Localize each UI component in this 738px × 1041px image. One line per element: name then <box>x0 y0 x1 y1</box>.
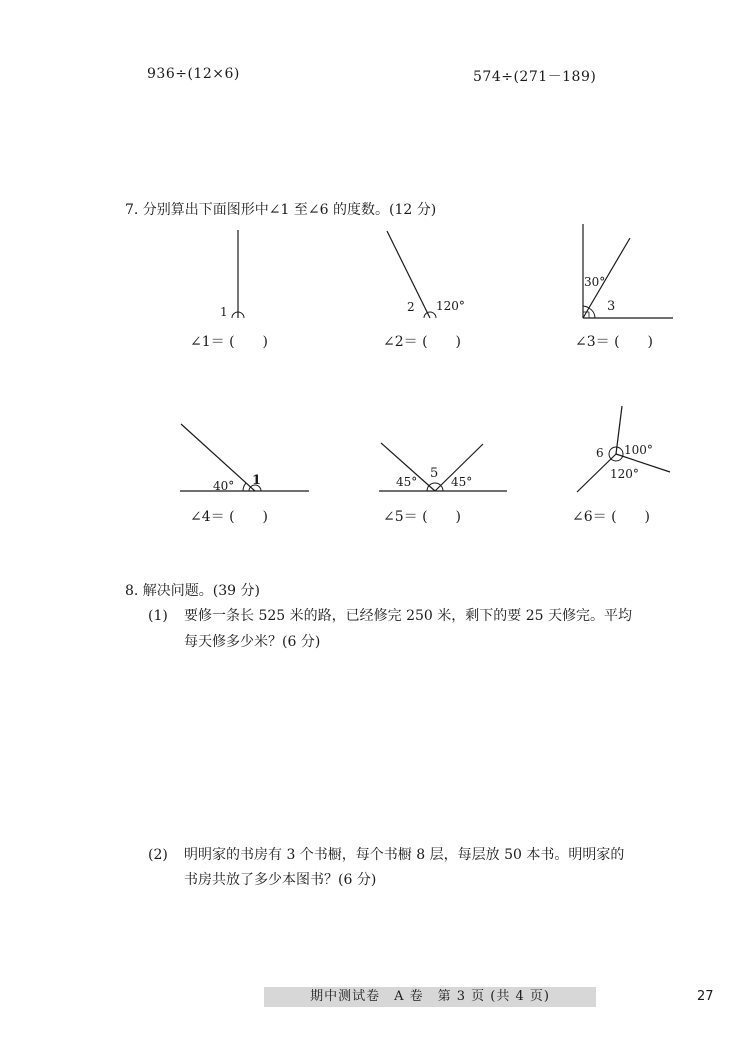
figure-4-angle: 40° <box>213 479 235 493</box>
footer-label: 期中测试卷 A 卷 第 3 页 (共 4 页) <box>264 987 596 1007</box>
figure-3-label: 3 <box>607 299 616 314</box>
figure-3-angle: 30° <box>584 275 606 289</box>
answer-angle-3: ∠3＝ ( ) <box>575 334 654 350</box>
answer-angle-1: ∠1＝ ( ) <box>190 334 269 350</box>
question-8-title: 8. 解决问题。(39 分) <box>125 583 260 599</box>
figure-angle-5 <box>375 430 515 500</box>
expression-right: 574÷(271－189) <box>473 69 597 85</box>
expression-left: 936÷(12×6) <box>147 66 240 82</box>
figure-angle-3 <box>575 220 685 320</box>
figure-6-angle-b: 120° <box>610 467 639 481</box>
answer-angle-5: ∠5＝ ( ) <box>383 509 462 525</box>
figure-4-label: 1 <box>252 473 262 488</box>
figure-angle-6 <box>570 402 680 502</box>
answer-angle-4: ∠4＝ ( ) <box>190 509 269 525</box>
figure-6-angle-a: 100° <box>624 443 653 457</box>
page-number: 27 <box>697 989 714 1004</box>
answer-angle-6: ∠6＝ ( ) <box>572 509 651 525</box>
figure-6-label: 6 <box>596 446 604 460</box>
question-8-2-line2: 书房共放了多少本图书？(6 分) <box>184 872 377 888</box>
figure-angle-4 <box>175 420 315 500</box>
question-7-title: 7. 分别算出下面图形中∠1 至∠6 的度数。(12 分) <box>125 202 437 218</box>
question-8-2-line1: 明明家的书房有 3 个书橱，每个书橱 8 层，每层放 50 本书。明明家的 <box>184 847 625 863</box>
figure-2-angle: 120° <box>436 299 465 313</box>
answer-angle-2: ∠2＝ ( ) <box>383 334 462 350</box>
figure-5-angle-right: 45° <box>451 475 473 489</box>
figure-angle-2 <box>380 225 480 325</box>
question-8-1-line1: 要修一条长 525 米的路，已经修完 250 米，剩下的要 25 天修完。平均 <box>184 608 632 624</box>
question-8-2-number: (2) <box>148 847 168 863</box>
question-8-1-line2: 每天修多少米？(6 分) <box>184 634 321 650</box>
figure-angle-1 <box>210 225 260 325</box>
figure-2-label: 2 <box>407 300 415 314</box>
figure-1-label: 1 <box>220 305 228 319</box>
question-8-1-number: (1) <box>148 608 168 624</box>
figure-5-label: 5 <box>430 466 439 481</box>
figure-5-angle-left: 45° <box>396 475 418 489</box>
